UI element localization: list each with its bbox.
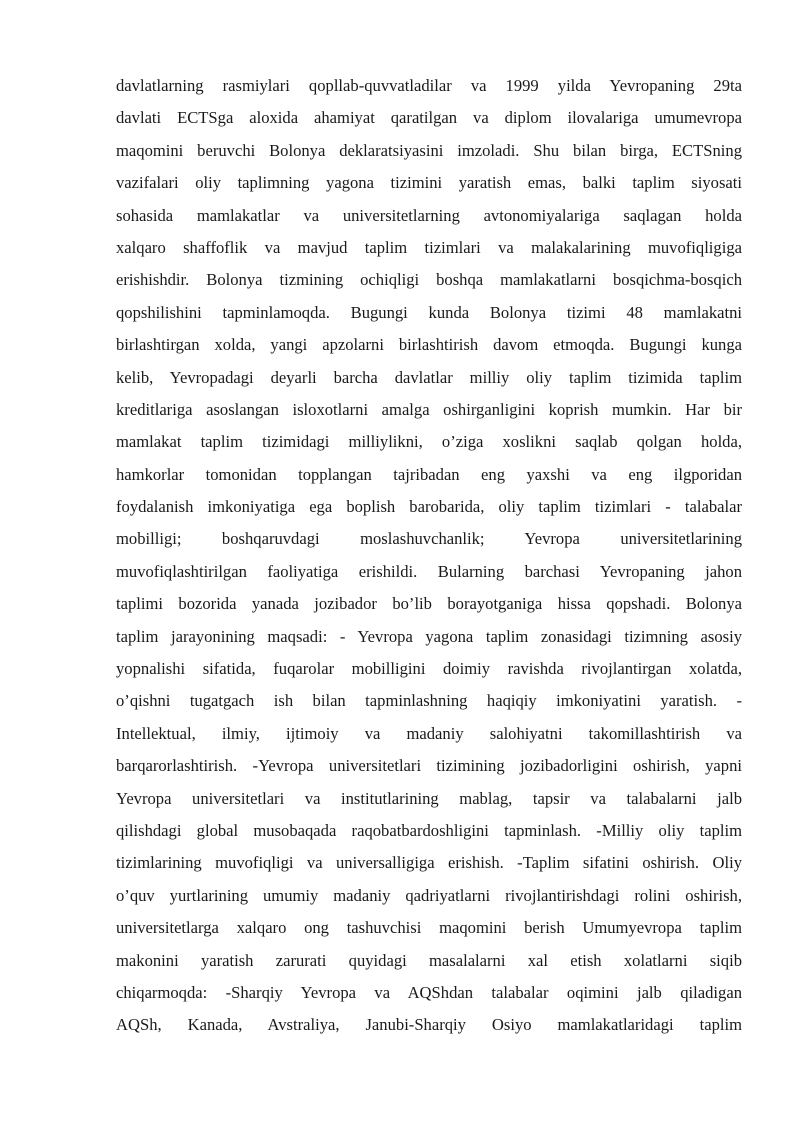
- text-line: maqomini beruvchi Bolonya deklaratsiyasini imzoladi. Shu bilan birga, ECTSning: [116, 140, 742, 160]
- text-line: o’quv yurtlarining umumiy madaniy qadriyatlarni rivojlantirishdagi rolini oshirish,: [116, 885, 742, 905]
- text-line: kreditlariga asoslangan isloxotlarni amalga oshirganligini koprish mumkin. Har bir: [116, 399, 742, 419]
- text-line: makonini yaratish zarurati quyidagi masalalarni xal etish xolatlarni siqib: [116, 950, 742, 970]
- text-line: AQSh, Kanada, Avstraliya, Janubi-Sharqiy Osiyo mamlakatlaridagi taplim: [116, 1015, 742, 1035]
- text-line: chiqarmoqda: -Sharqiy Yevropa va AQShdan talabalar oqimini jalb qiladigan: [116, 982, 742, 1002]
- text-line: sohasida mamlakatlar va universitetlarning avtonomiyalariga saqlagan holda: [116, 205, 742, 225]
- text-line: qilishdagi global musobaqada raqobatbardoshligini tapminlash. -Milliy oliy taplim: [116, 820, 742, 840]
- text-line: davlati ECTSga aloxida ahamiyat qaratilgan va diplom ilovalariga umumevropa: [116, 108, 742, 128]
- text-line: taplimi bozorida yanada jozibador bo’lib borayotganiga hissa qopshadi. Bolonya: [116, 594, 742, 614]
- text-line: mobilligi; boshqaruvdagi moslashuvchanlik; Yevropa universitetlarining: [116, 529, 742, 549]
- text-line: erishishdir. Bolonya tizmining ochiqligi boshqa mamlakatlarni bosqichma-bosqich: [116, 270, 742, 290]
- text-line: Intellektual, ilmiy, ijtimoiy va madaniy salohiyatni takomillashtirish va: [116, 723, 742, 743]
- text-line: foydalanish imkoniyatiga ega boplish barobarida, oliy taplim tizimlari - talabalar: [116, 497, 742, 517]
- text-line: tizimlarining muvofiqligi va universalligiga erishish. -Taplim sifatini oshirish. Oliy: [116, 853, 742, 873]
- text-line: xalqaro shaffoflik va mavjud taplim tizimlari va malakalarining muvofiqligiga: [116, 237, 742, 257]
- text-line: yopnalishi sifatida, fuqarolar mobilligini doimiy ravishda rivojlantirgan xolatda,: [116, 659, 742, 679]
- text-line: mamlakat taplim tizimidagi milliylikni, o’ziga xoslikni saqlab qolgan holda,: [116, 432, 742, 452]
- text-line: hamkorlar tomonidan topplangan tajribadan eng yaxshi va eng ilgporidan: [116, 464, 742, 484]
- text-line: qopshilishini tapminlamoqda. Bugungi kunda Bolonya tizimi 48 mamlakatni: [116, 302, 742, 322]
- text-line: muvofiqlashtirilgan faoliyatiga erishildi. Bularning barchasi Yevropaning jahon: [116, 561, 742, 581]
- text-line: vazifalari oliy taplimning yagona tizimini yaratish emas, balki taplim siyosati: [116, 173, 742, 193]
- text-line: kelib, Yevropadagi deyarli barcha davlatlar milliy oliy taplim tizimida taplim: [116, 367, 742, 387]
- text-line: barqarorlashtirish. -Yevropa universitetlari tizimining jozibadorligini oshirish, yapni: [116, 756, 742, 776]
- text-line: o’qishni tugatgach ish bilan tapminlashning haqiqiy imkoniyatini yaratish. -: [116, 691, 742, 711]
- text-line: birlashtirgan xolda, yangi apzolarni birlashtirish davom etmoqda. Bugungi kunga: [116, 335, 742, 355]
- text-line: Yevropa universitetlari va institutlarining mablag, tapsir va talabalarni jalb: [116, 788, 742, 808]
- body-text: [116, 70, 742, 1042]
- document-page: [116, 70, 742, 1042]
- text-line: universitetlarga xalqaro ong tashuvchisi maqomini berish Umumyevropa taplim: [116, 918, 742, 938]
- text-line: davlatlarning rasmiylari qopllab-quvvatladilar va 1999 yilda Yevropaning 29ta: [116, 76, 742, 95]
- text-line: taplim jarayonining maqsadi: - Yevropa yagona taplim zonasidagi tizimning asosiy: [116, 626, 742, 646]
